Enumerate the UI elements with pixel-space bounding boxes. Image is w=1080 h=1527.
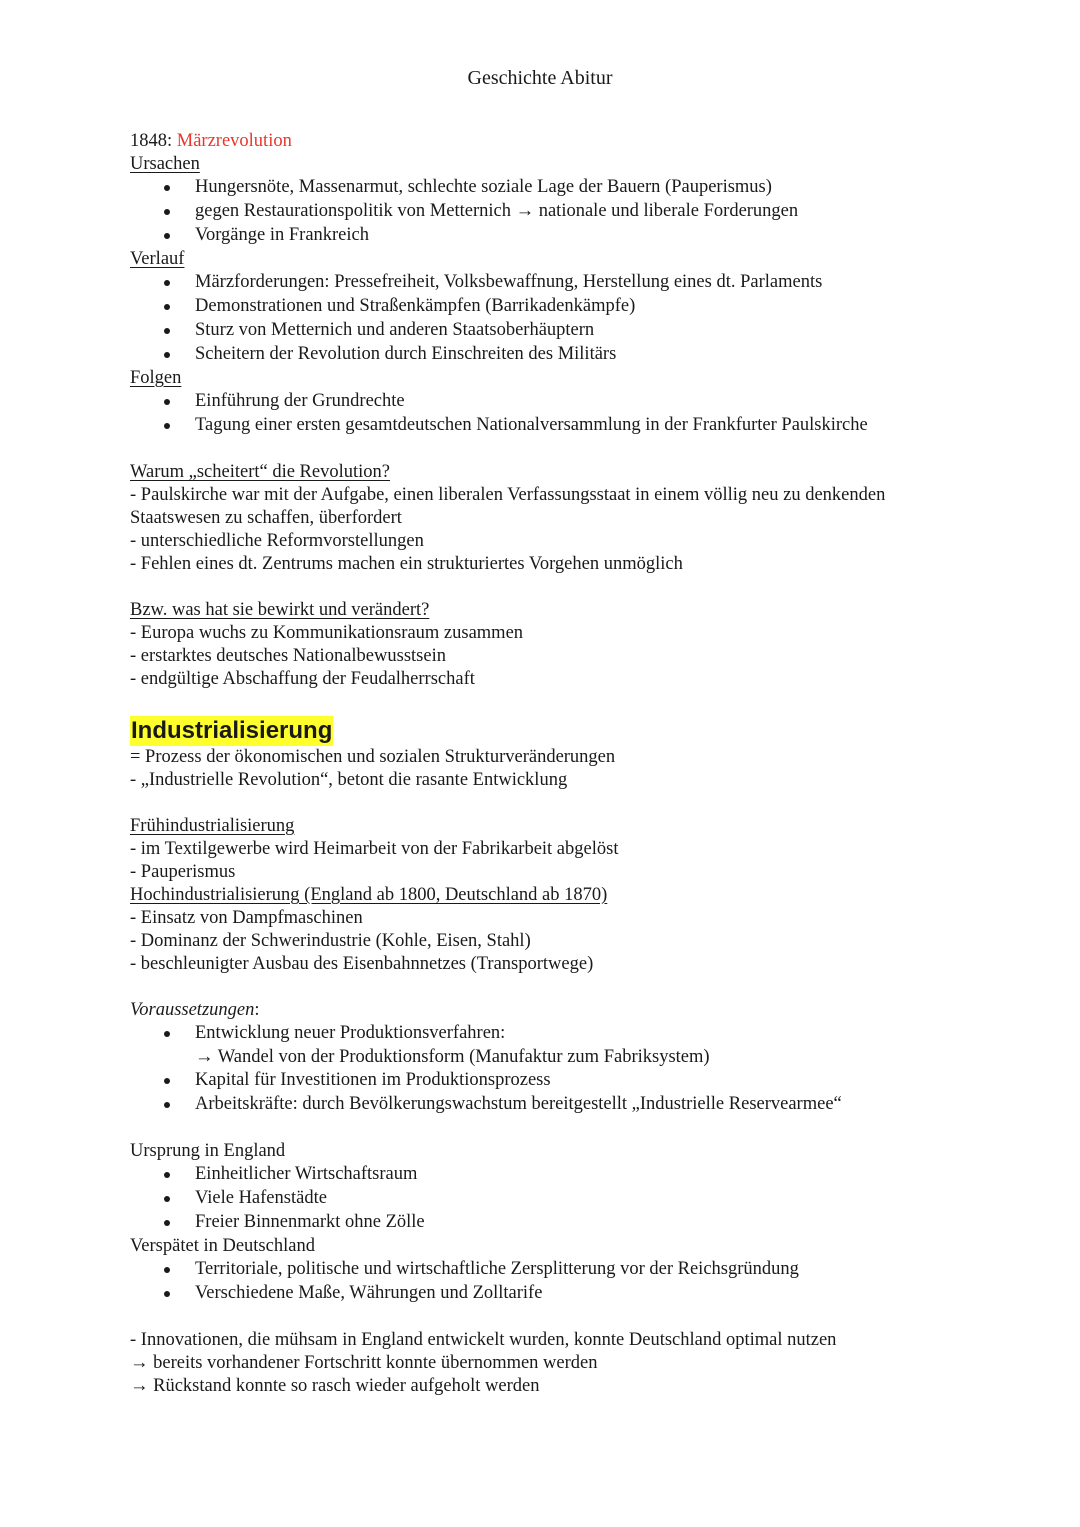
text-line: - endgültige Abschaffung der Feudalherrschaft: [130, 669, 475, 689]
text-line: - Europa wuchs zu Kommunikationsraum zusammen: [130, 623, 524, 643]
list-item: Demonstrationen und Straßenkämpfen (Barrikadenkämpfe): [130, 295, 1030, 319]
list-item: Hungersnöte, Massenarmut, schlechte soziale Lage der Bauern (Pauperismus): [130, 176, 1030, 200]
text-line: - Einsatz von Dampfmaschinen: [130, 908, 363, 928]
list-item: Kapital für Investitionen im Produktionsprozess: [130, 1069, 1030, 1093]
list-item: Entwicklung neuer Produktionsverfahren:: [130, 1022, 1030, 1046]
document-content: [130, 130, 1030, 1398]
voraus-heading: [130, 999, 1030, 1022]
folgen-list: [130, 390, 1030, 438]
text-line: - beschleunigter Ausbau des Eisenbahnnetzes (Transportwege): [130, 954, 594, 974]
list-item: Territoriale, politische und wirtschaftliche Zersplitterung vor der Reichsgründung: [130, 1258, 1030, 1282]
frueh-label: Frühindustrialisierung: [130, 816, 295, 836]
text-line: = Prozess der ökonomischen und sozialen Strukturveränderungen: [130, 747, 616, 767]
list-item: Vorgänge in Frankreich: [130, 224, 1030, 248]
revolution-year: 1848:: [130, 131, 177, 151]
voraus-label: Voraussetzungen: [130, 1000, 255, 1020]
bewirkt-label: Bzw. was hat sie bewirkt und verändert?: [130, 600, 430, 620]
industrialisierung-heading: Industrialisierung: [131, 717, 333, 744]
text-line: - unterschiedliche Reformvorstellungen: [130, 531, 424, 551]
deutschland-label: Verspätet in Deutschland: [130, 1236, 315, 1256]
ursachen-label: Ursachen: [130, 154, 200, 174]
list-item: Scheitern der Revolution durch Einschreiten des Militärs: [130, 343, 1030, 367]
list-item: gegen Restaurationspolitik von Metternich → nationale und liberale Forderungen: [130, 200, 1030, 224]
deutschland-list: [130, 1258, 1030, 1306]
voraus-list-rest: [130, 1069, 1030, 1117]
list-item: Viele Hafenstädte: [130, 1187, 1030, 1211]
list-item: Tagung einer ersten gesamtdeutschen Nationalversammlung in der Frankfurter Paulskirche: [130, 414, 1030, 438]
verlauf-list: [130, 271, 1030, 367]
text-line: - Pauperismus: [130, 862, 236, 882]
voraus-list: [130, 1022, 1030, 1046]
text-line: - Dominanz der Schwerindustrie (Kohle, Eisen, Stahl): [130, 931, 531, 951]
text-line: - im Textilgewerbe wird Heimarbeit von der Fabrikarbeit abgelöst: [130, 839, 619, 859]
text-line: Staatswesen zu schaffen, überfordert: [130, 508, 402, 528]
warum-label: Warum „scheitert“ die Revolution?: [130, 462, 390, 482]
hoch-label: Hochindustrialisierung (England ab 1800, Deutschland ab 1870): [130, 885, 608, 905]
folgen-label: Folgen: [130, 368, 182, 388]
text-line: → bereits vorhandener Fortschritt konnte übernommen werden: [130, 1353, 598, 1373]
list-item: Einführung der Grundrechte: [130, 390, 1030, 414]
text-line: - Innovationen, die mühsam in England entwickelt wurden, konnte Deutschland optimal nutzen: [130, 1330, 837, 1350]
england-label: Ursprung in England: [130, 1141, 286, 1161]
list-item: Sturz von Metternich und anderen Staatsoberhäuptern: [130, 319, 1030, 343]
ursachen-list: [130, 176, 1030, 248]
text-line: - Fehlen eines dt. Zentrums machen ein strukturiertes Vorgehen unmöglich: [130, 554, 683, 574]
list-item: Einheitlicher Wirtschaftsraum: [130, 1163, 1030, 1187]
page-title: Geschichte Abitur: [467, 67, 613, 89]
revolution-name: Märzrevolution: [176, 131, 292, 151]
text-line: - Paulskirche war mit der Aufgabe, einen liberalen Verfassungsstaat in einem völlig neu zu denkenden: [130, 485, 886, 505]
verlauf-label: Verlauf: [130, 249, 185, 269]
text-line: - erstarktes deutsches Nationalbewusstsein: [130, 646, 446, 666]
voraus-colon: :: [254, 1000, 260, 1020]
text-line: → Rückstand konnte so rasch wieder aufgeholt werden: [130, 1376, 540, 1396]
list-item: Arbeitskräfte: durch Bevölkerungswachstum bereitgestellt „Industrielle Reservearmee“: [130, 1093, 1030, 1117]
revolution-heading: [130, 130, 1030, 153]
list-item-continuation: → Wandel von der Produktionsform (Manufaktur zum Fabriksystem): [195, 1047, 710, 1067]
list-item: Freier Binnenmarkt ohne Zölle: [130, 1211, 1030, 1235]
list-item: Märzforderungen: Pressefreiheit, Volksbewaffnung, Herstellung eines dt. Parlaments: [130, 271, 1030, 295]
list-item: Verschiedene Maße, Währungen und Zolltarife: [130, 1282, 1030, 1306]
england-list: [130, 1163, 1030, 1235]
text-line: - „Industrielle Revolution“, betont die rasante Entwicklung: [130, 770, 568, 790]
